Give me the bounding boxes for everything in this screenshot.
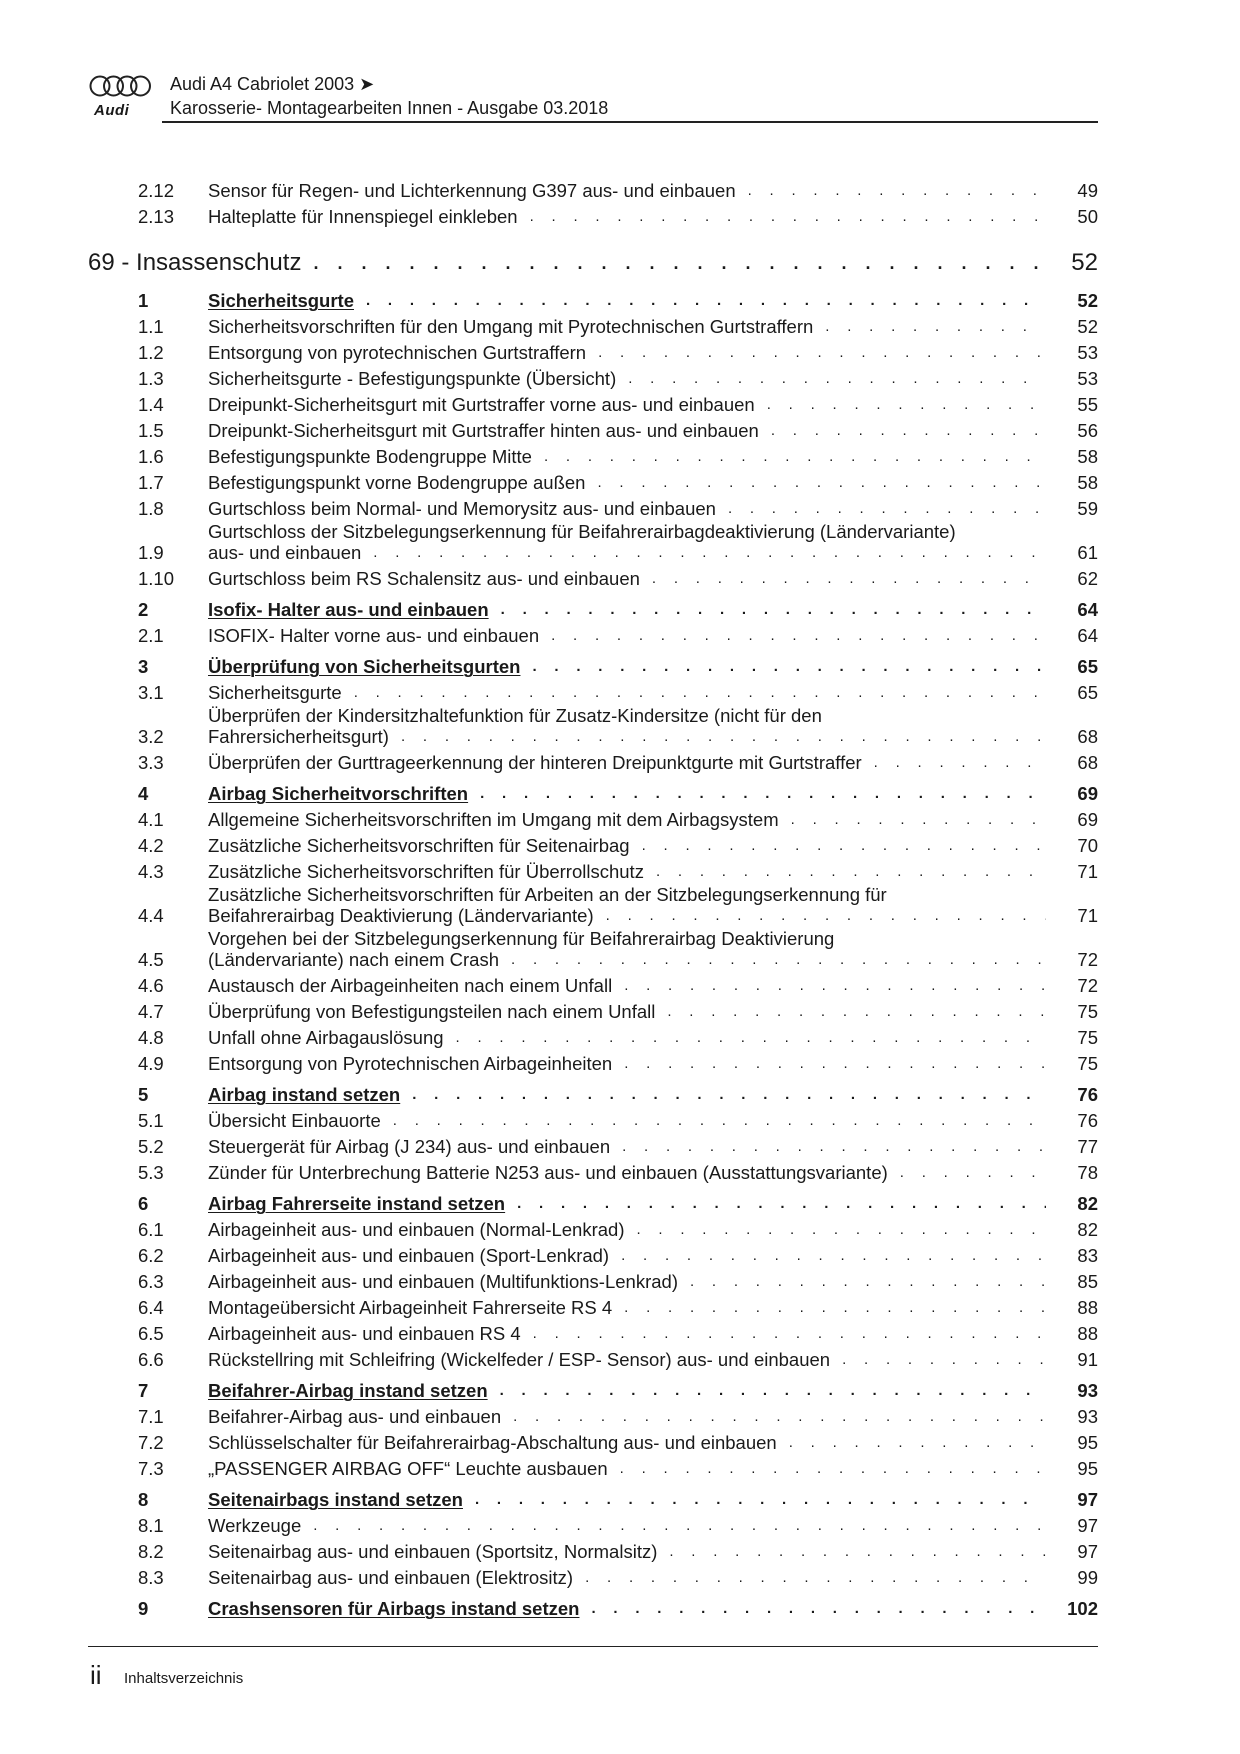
- toc-number: 2.12: [138, 180, 175, 201]
- toc-entry[interactable]: [88, 467, 1098, 493]
- toc-number: 1.9: [138, 542, 164, 563]
- toc-page-number: 68: [1077, 752, 1098, 773]
- dot-leader: [624, 1053, 1046, 1074]
- toc-number: 5.2: [138, 1136, 164, 1157]
- toc-page-number: 93: [1077, 1380, 1098, 1401]
- toc-entry[interactable]: [88, 677, 1098, 703]
- toc-entry[interactable]: [88, 1344, 1098, 1370]
- toc-number: 1.2: [138, 342, 164, 363]
- dot-leader: [642, 835, 1046, 856]
- toc-entry[interactable]: [88, 175, 1098, 201]
- toc-page-number: 65: [1077, 682, 1098, 703]
- dot-leader: [628, 368, 1046, 389]
- toc-entry[interactable]: [88, 337, 1098, 363]
- toc-label: Befestigungspunkte Bodengruppe Mitte: [208, 446, 532, 467]
- toc-page-number: 75: [1077, 1053, 1098, 1074]
- toc-entry[interactable]: [88, 1453, 1098, 1479]
- toc-number: 8.2: [138, 1541, 164, 1562]
- toc-page-number: 69: [1077, 809, 1098, 830]
- toc-entry[interactable]: [88, 1427, 1098, 1453]
- toc-entry[interactable]: [88, 703, 1098, 747]
- toc-page-number: 58: [1077, 472, 1098, 493]
- dot-leader: [624, 1297, 1046, 1318]
- logo-wordmark: Audi: [94, 102, 130, 119]
- toc-entry[interactable]: [88, 201, 1098, 227]
- toc-label-line1: Zusätzliche Sicherheitsvorschriften für Arbeiten an der Sitzbelegungserkennung für: [208, 884, 887, 905]
- toc-page-number: 97: [1077, 1489, 1098, 1510]
- toc-entry[interactable]: [88, 1022, 1098, 1048]
- toc-page-number: 72: [1077, 949, 1098, 970]
- toc-label: Airbageinheit aus- und einbauen RS 4: [208, 1323, 521, 1344]
- toc-number: 1.8: [138, 498, 164, 519]
- toc-page-number: 76: [1077, 1110, 1098, 1131]
- dot-leader: [585, 1567, 1046, 1588]
- toc-number: 2.13: [138, 206, 175, 227]
- toc-label: Airbag instand setzen: [208, 1084, 401, 1105]
- toc-label: Sicherheitsgurte: [208, 682, 342, 703]
- toc-page-number: 53: [1077, 368, 1098, 389]
- toc-number: 8: [138, 1489, 149, 1510]
- toc-number: 4.4: [138, 905, 164, 926]
- toc-number: 6.2: [138, 1245, 164, 1266]
- toc-label: Allgemeine Sicherheitsvorschriften im Umgang mit dem Airbagsystem: [208, 809, 779, 830]
- toc-label: Zusätzliche Sicherheitsvorschriften für Überrollschutz: [208, 861, 644, 882]
- dot-leader: [511, 949, 1046, 970]
- toc-page-number: 65: [1077, 656, 1098, 677]
- toc-number: 6.1: [138, 1219, 164, 1240]
- toc-label: Sensor für Regen- und Lichterkennung G397 aus- und einbauen: [208, 180, 736, 201]
- toc-label: Gurtschloss beim Normal- und Memorysitz aus- und einbauen: [208, 498, 716, 519]
- toc-page-number: 68: [1077, 726, 1098, 747]
- toc-label: Werkzeuge: [208, 1515, 302, 1536]
- toc-page-number: 88: [1077, 1323, 1098, 1344]
- toc-section[interactable]: [88, 1077, 1098, 1105]
- dot-leader: [690, 1271, 1046, 1292]
- toc-section[interactable]: [88, 1482, 1098, 1510]
- toc-section[interactable]: [88, 1186, 1098, 1214]
- toc-entry[interactable]: [88, 363, 1098, 389]
- toc-entry[interactable]: [88, 1266, 1098, 1292]
- toc-page-number: 64: [1077, 599, 1098, 620]
- toc-number: 3.1: [138, 682, 164, 703]
- toc-page-number: 97: [1077, 1515, 1098, 1536]
- dot-leader: [513, 1406, 1046, 1427]
- toc-entry[interactable]: [88, 1214, 1098, 1240]
- toc-number: 7.1: [138, 1406, 164, 1427]
- toc-number: 4.5: [138, 949, 164, 970]
- toc-label: Montageübersicht Airbageinheit Fahrerseite RS 4: [208, 1297, 613, 1318]
- toc-label: Fahrersicherheitsgurt): [208, 726, 389, 747]
- toc-label: Halteplatte für Innenspiegel einkleben: [208, 206, 518, 227]
- toc-number: 6.4: [138, 1297, 164, 1318]
- dot-leader: [771, 420, 1046, 441]
- footer-page-number: ii: [90, 1660, 102, 1690]
- table-of-contents: [88, 175, 1098, 1619]
- toc-section[interactable]: [88, 1591, 1098, 1619]
- dot-leader: [373, 542, 1046, 563]
- footer-section-title: Inhaltsverzeichnis: [124, 1670, 244, 1687]
- audi-logo: [88, 74, 152, 119]
- toc-entry[interactable]: [88, 856, 1098, 882]
- toc-entry[interactable]: [88, 563, 1098, 589]
- dot-leader: [597, 472, 1046, 493]
- toc-label: 69 - Insassenschutz: [88, 249, 302, 276]
- toc-label: Überprüfung von Befestigungsteilen nach einem Unfall: [208, 1001, 656, 1022]
- toc-page-number: 69: [1077, 783, 1098, 804]
- toc-page-number: 76: [1077, 1084, 1098, 1105]
- toc-label: (Ländervariante) nach einem Crash: [208, 949, 500, 970]
- dot-leader: [728, 498, 1046, 519]
- dot-leader: [475, 1489, 1046, 1510]
- dot-leader: [532, 656, 1046, 677]
- toc-entry[interactable]: [88, 1048, 1098, 1074]
- toc-label: Dreipunkt-Sicherheitsgurt mit Gurtstraffer vorne aus- und einbauen: [208, 394, 755, 415]
- toc-section[interactable]: [88, 592, 1098, 620]
- toc-number: 5: [138, 1084, 149, 1105]
- toc-entry[interactable]: [88, 620, 1098, 646]
- toc-label: Isofix- Halter aus- und einbauen: [208, 599, 489, 620]
- toc-page-number: 85: [1077, 1271, 1098, 1292]
- dot-leader: [366, 290, 1046, 311]
- toc-number: 3.2: [138, 726, 164, 747]
- header-divider: [162, 121, 1098, 123]
- toc-label-line1: Vorgehen bei der Sitzbelegungserkennung für Beifahrerairbag Deaktivierung: [208, 928, 835, 949]
- toc-entry[interactable]: [88, 519, 1098, 563]
- dot-leader: [656, 861, 1046, 882]
- toc-number: 5.3: [138, 1162, 164, 1183]
- toc-label: Seitenairbags instand setzen: [208, 1489, 463, 1510]
- toc-entry[interactable]: [88, 389, 1098, 415]
- toc-page-number: 91: [1077, 1349, 1098, 1370]
- toc-number: 4.1: [138, 809, 164, 830]
- toc-label: Airbageinheit aus- und einbauen (Normal-Lenkrad): [208, 1219, 625, 1240]
- toc-page-number: 52: [1077, 290, 1098, 311]
- toc-label: Crashsensoren für Airbags instand setzen: [208, 1598, 580, 1619]
- toc-number: 3.3: [138, 752, 164, 773]
- dot-leader: [501, 599, 1046, 620]
- toc-entry[interactable]: [88, 1292, 1098, 1318]
- toc-number: 1.1: [138, 316, 164, 337]
- toc-label: Rückstellring mit Schleifring (Wickelfeder / ESP- Sensor) aus- und einbauen: [208, 1349, 831, 1370]
- toc-label: Seitenairbag aus- und einbauen (Sportsitz, Normalsitz): [208, 1541, 658, 1562]
- toc-label: Unfall ohne Airbagauslösung: [208, 1027, 444, 1048]
- dot-leader: [313, 1515, 1046, 1536]
- dot-leader: [667, 1001, 1046, 1022]
- dot-leader: [621, 1245, 1046, 1266]
- toc-section[interactable]: [88, 1373, 1098, 1401]
- toc-entry[interactable]: [88, 1131, 1098, 1157]
- toc-page-number: 82: [1077, 1193, 1098, 1214]
- dot-leader: [637, 1219, 1047, 1240]
- toc-label: Übersicht Einbauorte: [208, 1110, 381, 1131]
- toc-page-number: 72: [1077, 975, 1098, 996]
- toc-number: 1.6: [138, 446, 164, 467]
- toc-entry[interactable]: [88, 1157, 1098, 1183]
- toc-number: 1.3: [138, 368, 164, 389]
- toc-entry[interactable]: [88, 1401, 1098, 1427]
- toc-number: 6.3: [138, 1271, 164, 1292]
- toc-page-number: 82: [1077, 1219, 1098, 1240]
- toc-page-number: 88: [1077, 1297, 1098, 1318]
- toc-number: 4.7: [138, 1001, 164, 1022]
- toc-page-number: 102: [1067, 1598, 1098, 1619]
- toc-number: 1.4: [138, 394, 164, 415]
- dot-leader: [530, 206, 1046, 227]
- toc-page-number: 50: [1077, 206, 1098, 227]
- toc-label: Entsorgung von pyrotechnischen Gurtstraffern: [208, 342, 587, 363]
- toc-page-number: 83: [1077, 1245, 1098, 1266]
- toc-number: 4.3: [138, 861, 164, 882]
- toc-entry[interactable]: [88, 415, 1098, 441]
- toc-page-number: 71: [1077, 905, 1098, 926]
- toc-entry[interactable]: [88, 1105, 1098, 1131]
- toc-page-number: 62: [1077, 568, 1098, 589]
- dot-leader: [544, 446, 1046, 467]
- document-subtitle: Karosserie- Montagearbeiten Innen - Ausgabe 03.2018: [170, 98, 609, 118]
- toc-label: „PASSENGER AIRBAG OFF“ Leuchte ausbauen: [208, 1458, 608, 1479]
- toc-label: Entsorgung von Pyrotechnischen Airbageinheiten: [208, 1053, 613, 1074]
- toc-entry[interactable]: [88, 996, 1098, 1022]
- toc-page-number: 95: [1077, 1458, 1098, 1479]
- dot-leader: [825, 316, 1046, 337]
- dot-leader: [401, 726, 1046, 747]
- toc-number: 4.6: [138, 975, 164, 996]
- toc-label: Sicherheitsgurte - Befestigungspunkte (Übersicht): [208, 368, 617, 389]
- dot-leader: [591, 1598, 1046, 1619]
- toc-number: 6.6: [138, 1349, 164, 1370]
- dot-leader: [606, 905, 1046, 926]
- toc-number: 7.3: [138, 1458, 164, 1479]
- toc-chapter[interactable]: [88, 241, 1098, 277]
- toc-label: Zünder für Unterbrechung Batterie N253 aus- und einbauen (Ausstattungsvariante): [208, 1162, 888, 1183]
- toc-number: 8.1: [138, 1515, 164, 1536]
- toc-number: 1: [138, 290, 149, 311]
- toc-entry[interactable]: [88, 882, 1098, 926]
- toc-label: Austausch der Airbageinheiten nach einem Unfall: [208, 975, 613, 996]
- toc-page-number: 56: [1077, 420, 1098, 441]
- toc-number: 1.7: [138, 472, 164, 493]
- toc-page-number: 61: [1077, 542, 1098, 563]
- toc-number: 5.1: [138, 1110, 164, 1131]
- toc-page-number: 99: [1077, 1567, 1098, 1588]
- toc-number: 1.5: [138, 420, 164, 441]
- toc-label-line1: Gurtschloss der Sitzbelegungserkennung für Beifahrerairbagdeaktivierung (Ländervariante): [208, 521, 956, 542]
- toc-number: 9: [138, 1598, 149, 1619]
- toc-number: 2.1: [138, 625, 164, 646]
- toc-number: 3: [138, 656, 149, 677]
- toc-page-number: 52: [1071, 249, 1098, 276]
- toc-page-number: 77: [1077, 1136, 1098, 1157]
- dot-leader: [669, 1541, 1046, 1562]
- dot-leader: [624, 975, 1046, 996]
- toc-label: Beifahrer-Airbag aus- und einbauen: [208, 1406, 502, 1427]
- toc-entry[interactable]: [88, 747, 1098, 773]
- toc-section[interactable]: [88, 649, 1098, 677]
- dot-leader: [791, 809, 1046, 830]
- toc-number: 7: [138, 1380, 149, 1401]
- toc-entry[interactable]: [88, 311, 1098, 337]
- dot-leader: [874, 752, 1046, 773]
- dot-leader: [533, 1323, 1046, 1344]
- toc-label: Beifahrerairbag Deaktivierung (Ländervariante): [208, 905, 594, 926]
- dot-leader: [598, 342, 1046, 363]
- toc-label: Airbag Fahrerseite instand setzen: [208, 1193, 506, 1214]
- toc-label: Überprüfung von Sicherheitsgurten: [208, 656, 521, 677]
- toc-label-line1: Überprüfen der Kindersitzhaltefunktion für Zusatz-Kindersitze (nicht für den: [208, 705, 822, 726]
- toc-entry[interactable]: [88, 493, 1098, 519]
- toc-entry[interactable]: [88, 970, 1098, 996]
- footer-divider: [88, 1646, 1098, 1647]
- toc-label: Sicherheitsvorschriften für den Umgang mit Pyrotechnischen Gurtstraffern: [208, 316, 814, 337]
- toc-page-number: 93: [1077, 1406, 1098, 1427]
- toc-number: 4.2: [138, 835, 164, 856]
- toc-page-number: 55: [1077, 394, 1098, 415]
- dot-leader: [900, 1162, 1046, 1183]
- dot-leader: [652, 568, 1046, 589]
- toc-entry[interactable]: [88, 804, 1098, 830]
- toc-label: Beifahrer-Airbag instand setzen: [208, 1380, 488, 1401]
- dot-leader: [500, 1380, 1046, 1401]
- toc-page-number: 97: [1077, 1541, 1098, 1562]
- dot-leader: [313, 249, 1046, 277]
- toc-number: 4: [138, 783, 149, 804]
- toc-page-number: 64: [1077, 625, 1098, 646]
- dot-leader: [480, 783, 1046, 804]
- toc-page-number: 71: [1077, 861, 1098, 882]
- dot-leader: [412, 1084, 1046, 1105]
- document-title: Audi A4 Cabriolet 2003 ➤: [170, 74, 375, 94]
- toc-page-number: 75: [1077, 1027, 1098, 1048]
- toc-entry[interactable]: [88, 1318, 1098, 1344]
- toc-section[interactable]: [88, 283, 1098, 311]
- toc-label: Sicherheitsgurte: [208, 290, 354, 311]
- toc-number: 6: [138, 1193, 149, 1214]
- toc-entry[interactable]: [88, 926, 1098, 970]
- toc-label: Airbageinheit aus- und einbauen (Multifunktions-Lenkrad): [208, 1271, 678, 1292]
- dot-leader: [517, 1193, 1046, 1214]
- dot-leader: [456, 1027, 1046, 1048]
- toc-page-number: 75: [1077, 1001, 1098, 1022]
- toc-page-number: 59: [1077, 498, 1098, 519]
- toc-number: 4.8: [138, 1027, 164, 1048]
- toc-label: Zusätzliche Sicherheitsvorschriften für Seitenairbag: [208, 835, 630, 856]
- dot-leader: [620, 1458, 1046, 1479]
- toc-page-number: 95: [1077, 1432, 1098, 1453]
- toc-section[interactable]: [88, 776, 1098, 804]
- toc-label: Befestigungspunkt vorne Bodengruppe außen: [208, 472, 586, 493]
- toc-label: aus- und einbauen: [208, 542, 362, 563]
- toc-label: Steuergerät für Airbag (J 234) aus- und einbauen: [208, 1136, 611, 1157]
- toc-entry[interactable]: [88, 441, 1098, 467]
- dot-leader: [622, 1136, 1046, 1157]
- dot-leader: [354, 682, 1046, 703]
- toc-page-number: 58: [1077, 446, 1098, 467]
- toc-label: Airbageinheit aus- und einbauen (Sport-Lenkrad): [208, 1245, 610, 1266]
- dot-leader: [551, 625, 1046, 646]
- toc-number: 8.3: [138, 1567, 164, 1588]
- toc-number: 2: [138, 599, 149, 620]
- toc-label: Gurtschloss beim RS Schalensitz aus- und einbauen: [208, 568, 640, 589]
- toc-page-number: 49: [1077, 180, 1098, 201]
- toc-entry[interactable]: [88, 1240, 1098, 1266]
- toc-entry[interactable]: [88, 1536, 1098, 1562]
- dot-leader: [748, 180, 1046, 201]
- toc-number: 4.9: [138, 1053, 164, 1074]
- toc-entry[interactable]: [88, 1510, 1098, 1536]
- toc-label: Überprüfen der Gurttrageerkennung der hinteren Dreipunktgurte mit Gurtstraffer: [208, 752, 862, 773]
- toc-label: Schlüsselschalter für Beifahrerairbag-Abschaltung aus- und einbauen: [208, 1432, 777, 1453]
- toc-number: 1.10: [138, 568, 175, 589]
- toc-label: Airbag Sicherheitvorschriften: [208, 783, 469, 804]
- dot-leader: [842, 1349, 1046, 1370]
- dot-leader: [393, 1110, 1046, 1131]
- toc-label: ISOFIX- Halter vorne aus- und einbauen: [208, 625, 540, 646]
- toc-number: 6.5: [138, 1323, 164, 1344]
- toc-number: 7.2: [138, 1432, 164, 1453]
- dot-leader: [789, 1432, 1046, 1453]
- toc-label: Dreipunkt-Sicherheitsgurt mit Gurtstraffer hinten aus- und einbauen: [208, 420, 759, 441]
- toc-page-number: 78: [1077, 1162, 1098, 1183]
- toc-entry[interactable]: [88, 1562, 1098, 1588]
- toc-entry[interactable]: [88, 830, 1098, 856]
- toc-page-number: 70: [1077, 835, 1098, 856]
- toc-page-number: 53: [1077, 342, 1098, 363]
- dot-leader: [767, 394, 1046, 415]
- toc-page-number: 52: [1077, 316, 1098, 337]
- toc-label: Seitenairbag aus- und einbauen (Elektrositz): [208, 1567, 574, 1588]
